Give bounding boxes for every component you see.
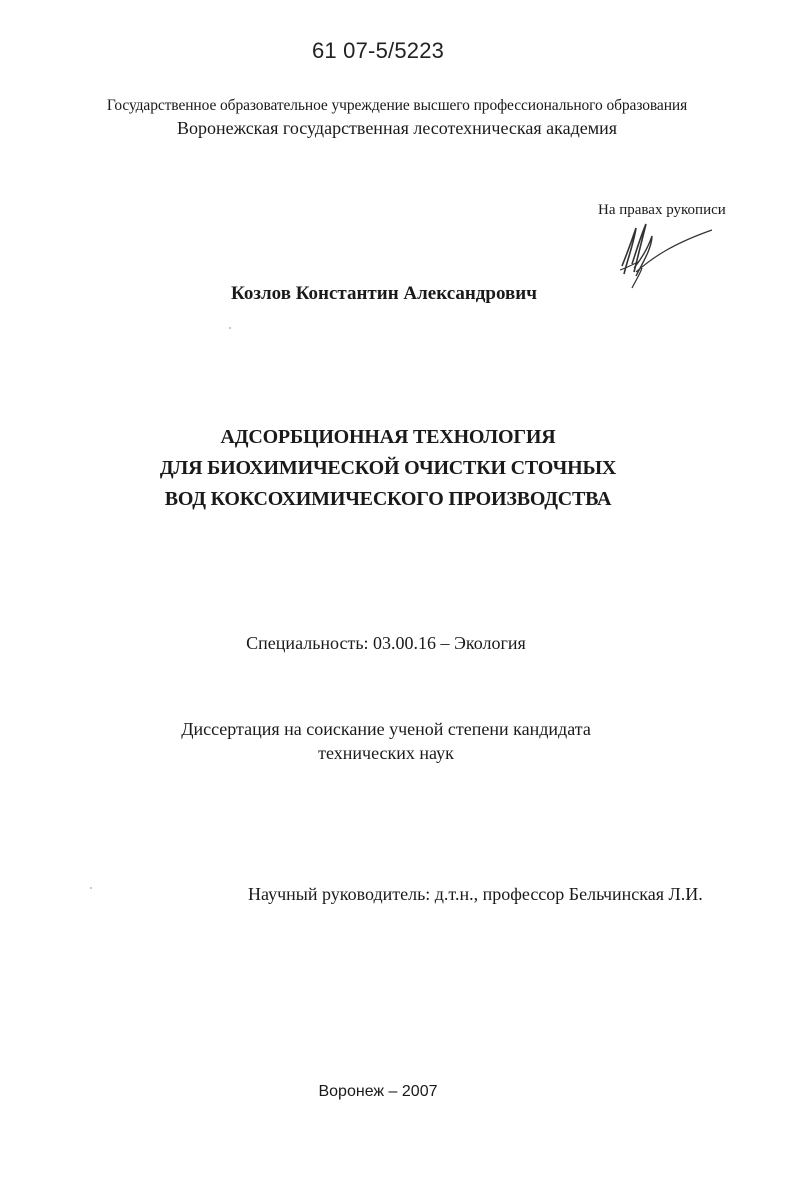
degree-line: Диссертация на соискание ученой степени кандидата xyxy=(181,719,591,739)
specialty-text: Специальность: 03.00.16 – Экология xyxy=(246,633,526,653)
title-line: ДЛЯ БИОХИМИЧЕСКОЙ ОЧИСТКИ СТОЧНЫХ xyxy=(159,457,617,479)
dissertation-title xyxy=(0,422,794,515)
scan-speck xyxy=(229,327,231,329)
scan-speck xyxy=(90,887,92,889)
author-name-text: Козлов Константин Александрович xyxy=(231,283,537,304)
manuscript-rights-note: На правах рукописи xyxy=(598,202,726,218)
scientific-supervisor: Научный руководитель: д.т.н., профессор Бельчинская Л.И. xyxy=(248,884,703,904)
dissertation-degree xyxy=(0,717,794,765)
city-year xyxy=(0,1083,794,1101)
degree-line: технических наук xyxy=(318,743,454,763)
title-line: АДСОРБЦИОННАЯ ТЕХНОЛОГИЯ xyxy=(220,426,556,448)
specialty xyxy=(0,633,794,654)
organization-line-1: Государственное образовательное учреждение высшего профессионального образования xyxy=(106,97,688,114)
document-code: 61 07-5/5223 xyxy=(312,38,445,63)
organization-line-2: Воронежская государственная лесотехническая академия xyxy=(176,118,618,138)
author-name xyxy=(0,283,794,305)
title-line: ВОД КОКСОХИМИЧЕСКОГО ПРОИЗВОДСТВА xyxy=(164,488,612,510)
city-year-text: Воронеж – 2007 xyxy=(318,1083,438,1100)
handwritten-signature xyxy=(612,218,722,293)
